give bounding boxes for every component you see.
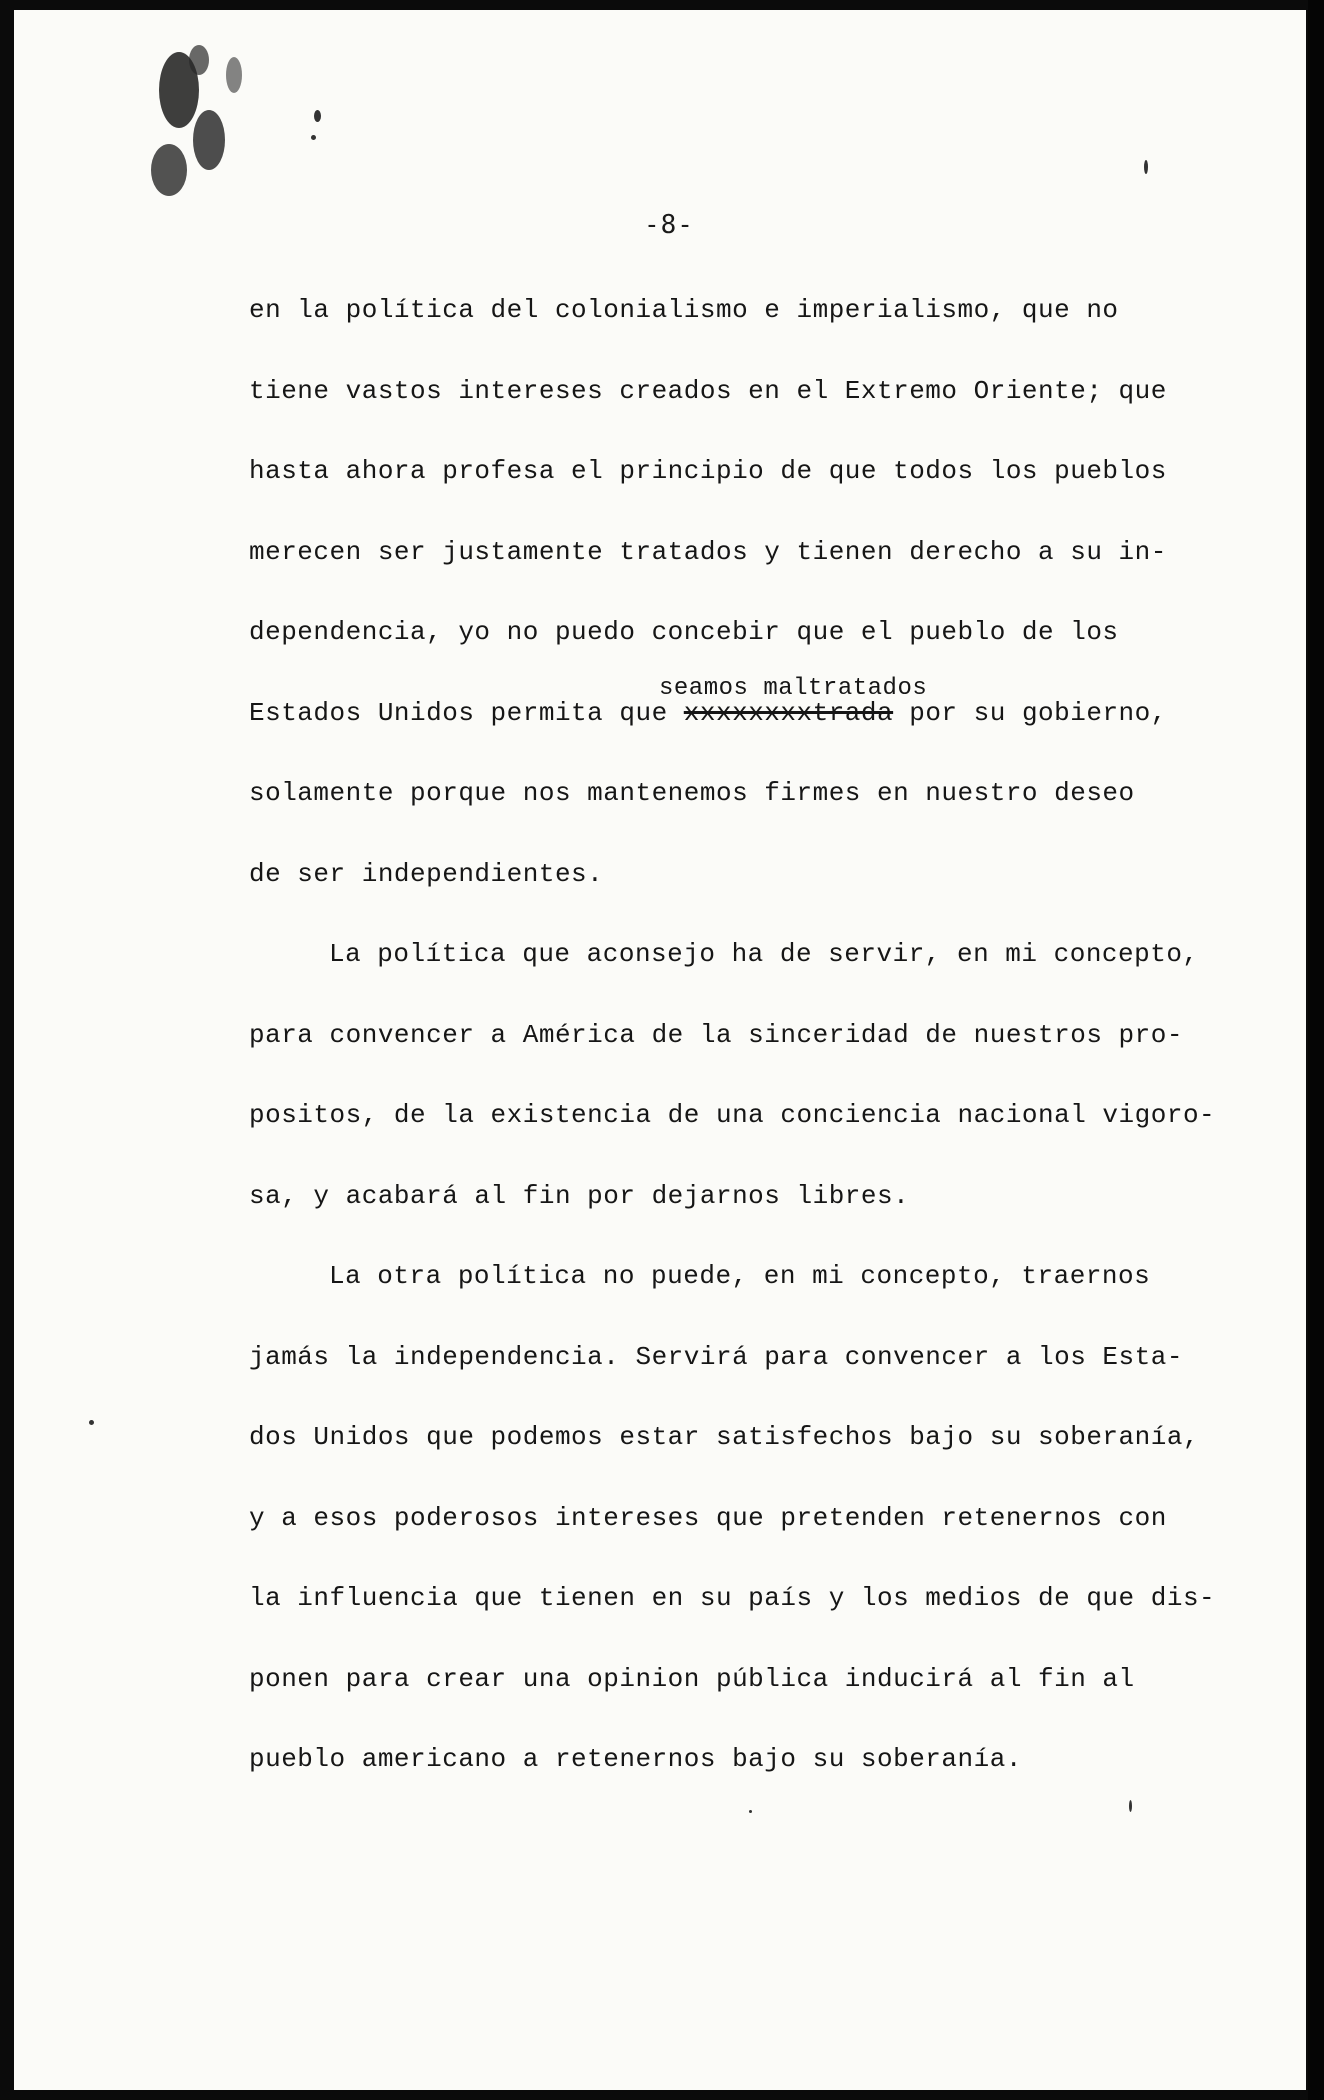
page-number: -8- bbox=[644, 210, 694, 240]
text-line: pueblo americano a retenernos bajo su soberanía. bbox=[249, 1744, 1022, 1774]
text-line: tiene vastos intereses creados en el Extremo Oriente; que bbox=[249, 375, 1167, 406]
scan-border bbox=[1308, 0, 1324, 2100]
text-line: La política que aconsejo ha de servir, en mi concepto, bbox=[329, 939, 1199, 969]
speck bbox=[89, 1420, 94, 1425]
text-line: sa, y acabará al fin por dejarnos libres. bbox=[249, 1180, 910, 1211]
speck bbox=[1144, 160, 1148, 174]
text-line: hasta ahora profesa el principio de que todos los pueblos bbox=[249, 456, 1167, 486]
text-line: y a esos poderosos intereses que pretenden retenernos con bbox=[249, 1502, 1167, 1533]
text-line: positos, de la existencia de una conciencia nacional vigoro- bbox=[249, 1100, 1216, 1130]
corrected-line bbox=[249, 674, 1259, 769]
correction-before: Estados Unidos permita que bbox=[249, 697, 684, 728]
text-line: para convencer a América de la sinceridad de nuestros pro- bbox=[249, 1019, 1183, 1050]
speck bbox=[311, 135, 316, 140]
text-line: merecen ser justamente tratados y tienen derecho a su in- bbox=[249, 536, 1167, 567]
text-line: ponen para crear una opinion pública inducirá al fin al bbox=[249, 1663, 1135, 1694]
struck-text: xxxxxxxxtrada bbox=[683, 697, 894, 728]
speck bbox=[314, 110, 321, 122]
text-line: dos Unidos que podemos estar satisfechos bajo su soberanía, bbox=[249, 1422, 1200, 1452]
text-line: en la política del colonialismo e imperialismo, que no bbox=[249, 295, 1119, 325]
inserted-correction: seamos maltratados bbox=[659, 674, 928, 702]
ink-smudge bbox=[139, 30, 249, 220]
document-body bbox=[249, 285, 1259, 1815]
text-line: la influencia que tienen en su país y los medios de que dis- bbox=[249, 1583, 1216, 1613]
text-line: solamente porque nos mantenemos firmes en nuestro deseo bbox=[249, 778, 1135, 808]
text-line: La otra política no puede, en mi concepto, traernos bbox=[329, 1261, 1151, 1291]
correction-after: por su gobierno, bbox=[893, 697, 1167, 728]
text-line: de ser independientes. bbox=[249, 858, 604, 889]
document-page bbox=[14, 10, 1306, 2090]
text-line: dependencia, yo no puedo concebir que el pueblo de los bbox=[249, 617, 1119, 647]
text-line: jamás la independencia. Servirá para convencer a los Esta- bbox=[249, 1341, 1183, 1372]
